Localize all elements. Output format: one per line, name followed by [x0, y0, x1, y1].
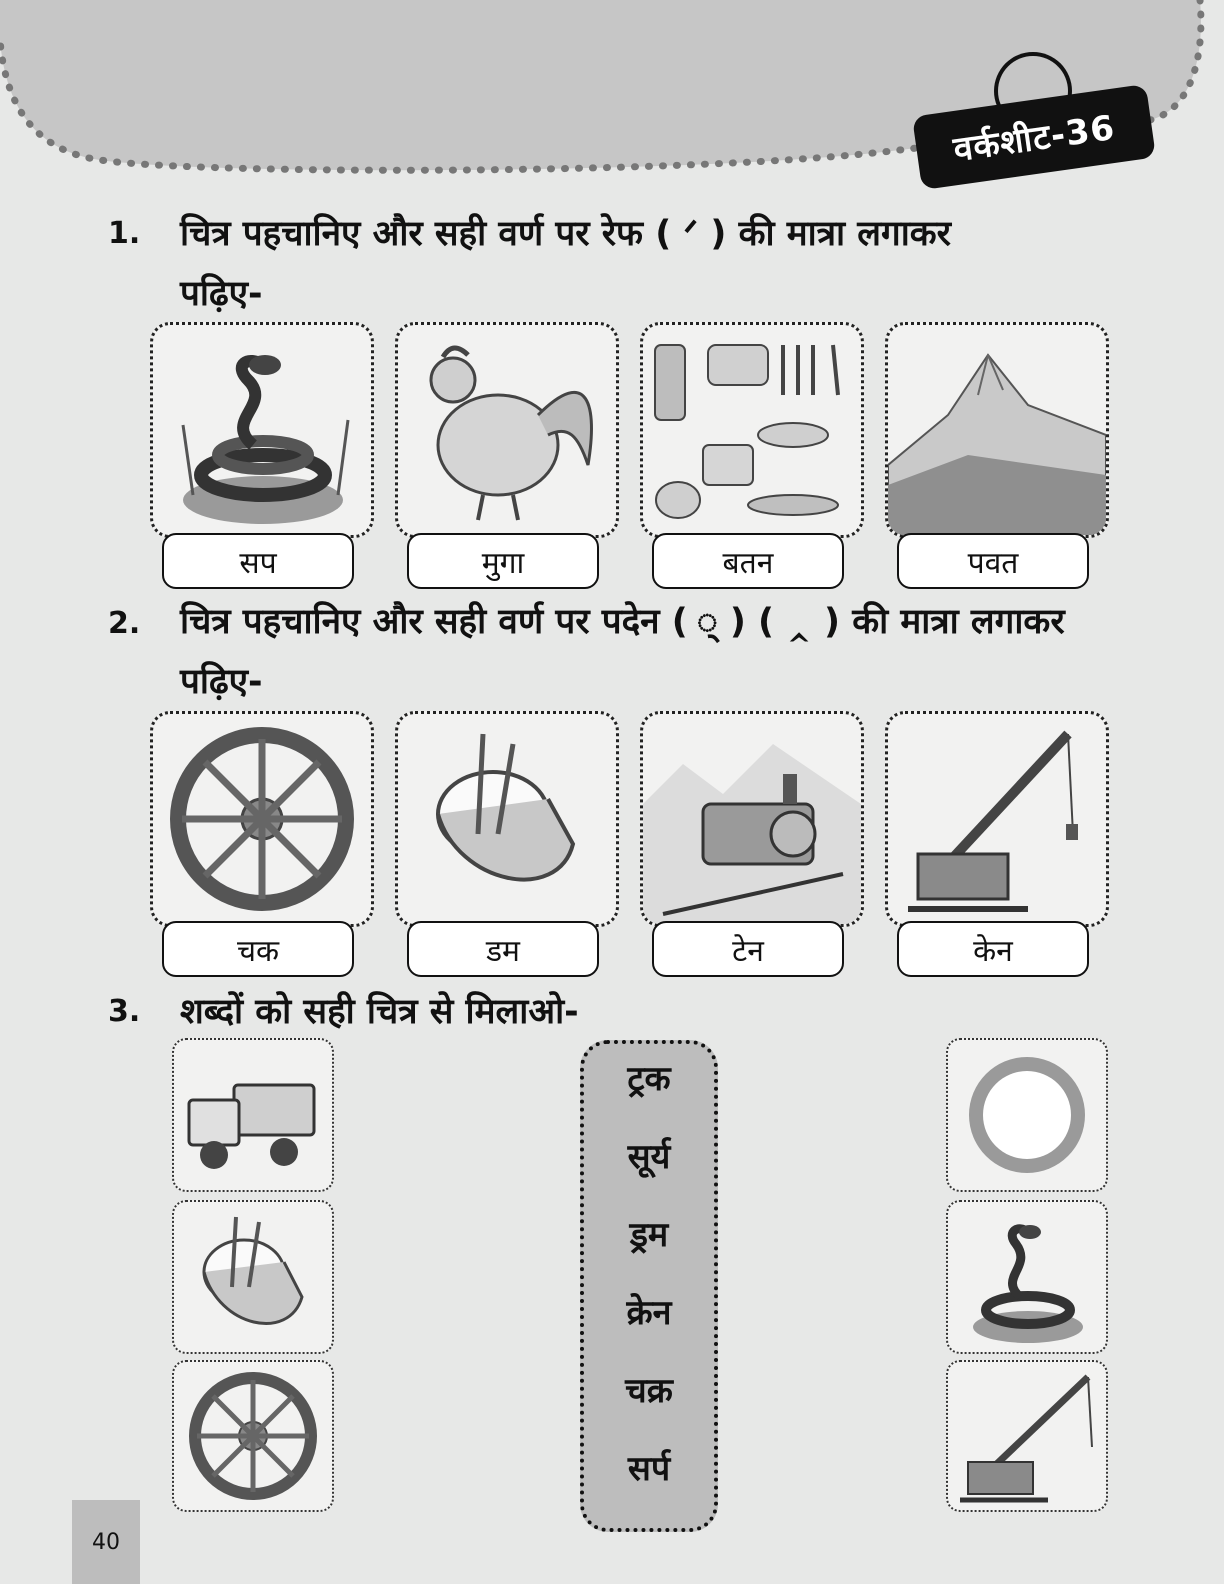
q3-word-2[interactable]: सूर्य	[627, 1137, 671, 1177]
q2-word-2[interactable]: डम	[407, 921, 599, 977]
q2-picture-crane	[885, 711, 1109, 927]
train-icon	[643, 714, 861, 924]
q2-picture-wheel	[150, 711, 374, 927]
q2-word-4[interactable]: केन	[897, 921, 1089, 977]
worksheet-badge: वर्कशीट-36	[912, 84, 1156, 190]
q3-left-wheel[interactable]	[172, 1360, 334, 1512]
q3-right-snake[interactable]	[946, 1200, 1108, 1354]
q1-word-2[interactable]: मुगा	[407, 533, 599, 589]
q3-word-column	[580, 1040, 718, 1532]
snake-icon	[948, 1202, 1106, 1352]
q3-word-1[interactable]: ट्रक	[627, 1059, 671, 1099]
crane-icon	[888, 714, 1106, 924]
q3-word-3[interactable]: ड्रम	[629, 1215, 669, 1255]
utensils-icon	[643, 325, 861, 535]
truck-icon	[174, 1040, 332, 1190]
wheel-icon	[153, 714, 371, 924]
q1-word-4[interactable]: पवत	[897, 533, 1089, 589]
q3-right-crane[interactable]	[946, 1360, 1108, 1512]
sun-icon	[948, 1040, 1106, 1190]
q1-picture-utensils	[640, 322, 864, 538]
q2-picture-train	[640, 711, 864, 927]
rooster-icon	[398, 325, 616, 535]
q3-right-sun[interactable]	[946, 1038, 1108, 1192]
snake-icon	[153, 325, 371, 535]
q3-line1: शब्दों को सही चित्र से मिलाओ-	[180, 992, 579, 1032]
q1-line1: चित्र पहचानिए और सही वर्ण पर रेफ ( ᐟ ) की मात्रा लगाकर	[180, 214, 952, 254]
q1-number: 1.	[108, 216, 141, 251]
q1-picture-mountain	[885, 322, 1109, 538]
q3-word-5[interactable]: चक्र	[625, 1371, 673, 1411]
q1-line2: पढ़िए-	[180, 274, 263, 314]
q2-number: 2.	[108, 606, 141, 641]
q2-word-3[interactable]: टेन	[652, 921, 844, 977]
drum-icon	[174, 1202, 332, 1352]
mountain-icon	[888, 325, 1106, 535]
q1-picture-rooster	[395, 322, 619, 538]
q2-line2: पढ़िए-	[180, 662, 263, 702]
q1-word-1[interactable]: सप	[162, 533, 354, 589]
q1-picture-snake	[150, 322, 374, 538]
q2-word-1[interactable]: चक	[162, 921, 354, 977]
drum-icon	[398, 714, 616, 924]
page-number: 40	[72, 1500, 140, 1584]
q3-left-drum[interactable]	[172, 1200, 334, 1354]
q2-line1: चित्र पहचानिए और सही वर्ण पर पदेन ( ् ) ( ‸ ) की मात्रा लगाकर	[180, 602, 1065, 642]
q3-left-truck[interactable]	[172, 1038, 334, 1192]
q2-picture-drum	[395, 711, 619, 927]
q3-word-4[interactable]: क्रेन	[626, 1293, 672, 1333]
q3-number: 3.	[108, 994, 141, 1029]
q3-word-6[interactable]: सर्प	[627, 1449, 671, 1489]
crane-icon	[948, 1362, 1106, 1510]
q1-word-3[interactable]: बतन	[652, 533, 844, 589]
wheel-icon	[174, 1362, 332, 1510]
